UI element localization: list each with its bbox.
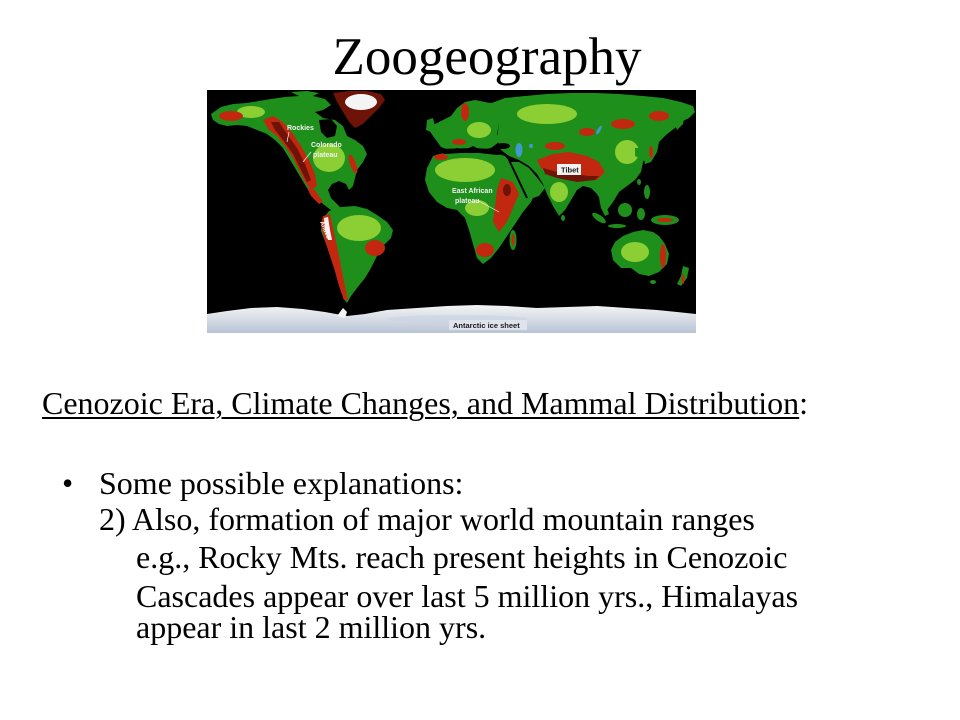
scandinavian-mountains (461, 103, 469, 121)
bullet-marker: • (62, 465, 74, 501)
alaska-range (219, 111, 243, 121)
altai-mountains (579, 128, 595, 136)
siberian-highlands (611, 119, 635, 129)
brazilian-highlands (365, 240, 385, 256)
label-plateau-colorado: plateau (313, 152, 338, 159)
bullet-text: Some possible explanations: (99, 465, 464, 501)
japan-mountains (649, 146, 653, 158)
madagascar-highlands (512, 234, 515, 246)
southern-africa-highlands (476, 243, 494, 257)
alps (452, 139, 466, 145)
label-plateau-east-african: plateau (455, 198, 480, 205)
amazon-basin (337, 215, 381, 241)
siberian-lowland (517, 104, 577, 124)
sahara (435, 158, 495, 182)
aral-sea (529, 144, 533, 148)
sri-lanka (561, 215, 565, 221)
slide-title: Zoogeography (332, 28, 642, 86)
sulawesi (637, 208, 645, 220)
sub-point: 2) Also, formation of major world mountain ranges (99, 501, 755, 537)
example-line-1: e.g., Rocky Mts. reach present heights in Cenozoic (136, 539, 788, 575)
ethiopian-peaks (503, 184, 511, 196)
philippines (644, 185, 650, 199)
caspian-sea (516, 143, 523, 157)
taiwan (637, 179, 641, 185)
far-east-mountains (649, 111, 669, 121)
borneo (618, 203, 632, 217)
java (608, 224, 626, 228)
label-east-african: East African (452, 188, 493, 195)
black-sea (496, 143, 510, 149)
greenland-ice (345, 94, 377, 110)
tasmania (650, 280, 656, 284)
central-asian-mountains (545, 142, 565, 150)
label-tibet: Tibet (561, 165, 579, 175)
european-plain (467, 122, 491, 138)
example-line-2: Cascades appear over last 5 million yrs., Himalayas appear in last 2 million yrs. (136, 578, 799, 645)
label-colorado: Colorado (311, 142, 342, 149)
southern-alps (682, 274, 685, 284)
label-antarctic-ice-sheet: Antarctic ice sheet (453, 321, 520, 330)
section-heading-text: Cenozoic Era, Climate Changes, and Mammal Distribution (42, 385, 800, 421)
atlas-mountains (434, 154, 448, 160)
label-andes: Andes (318, 220, 331, 240)
section-heading (42, 387, 808, 419)
section-heading-colon: : (799, 385, 809, 421)
antarctica (207, 305, 696, 333)
indian-plain (550, 182, 568, 202)
great-dividing-range (660, 244, 666, 268)
new-guinea-highlands (657, 218, 673, 222)
label-rockies: Rockies (287, 125, 314, 132)
world-relief-map (207, 90, 696, 333)
australian-interior (621, 242, 649, 262)
